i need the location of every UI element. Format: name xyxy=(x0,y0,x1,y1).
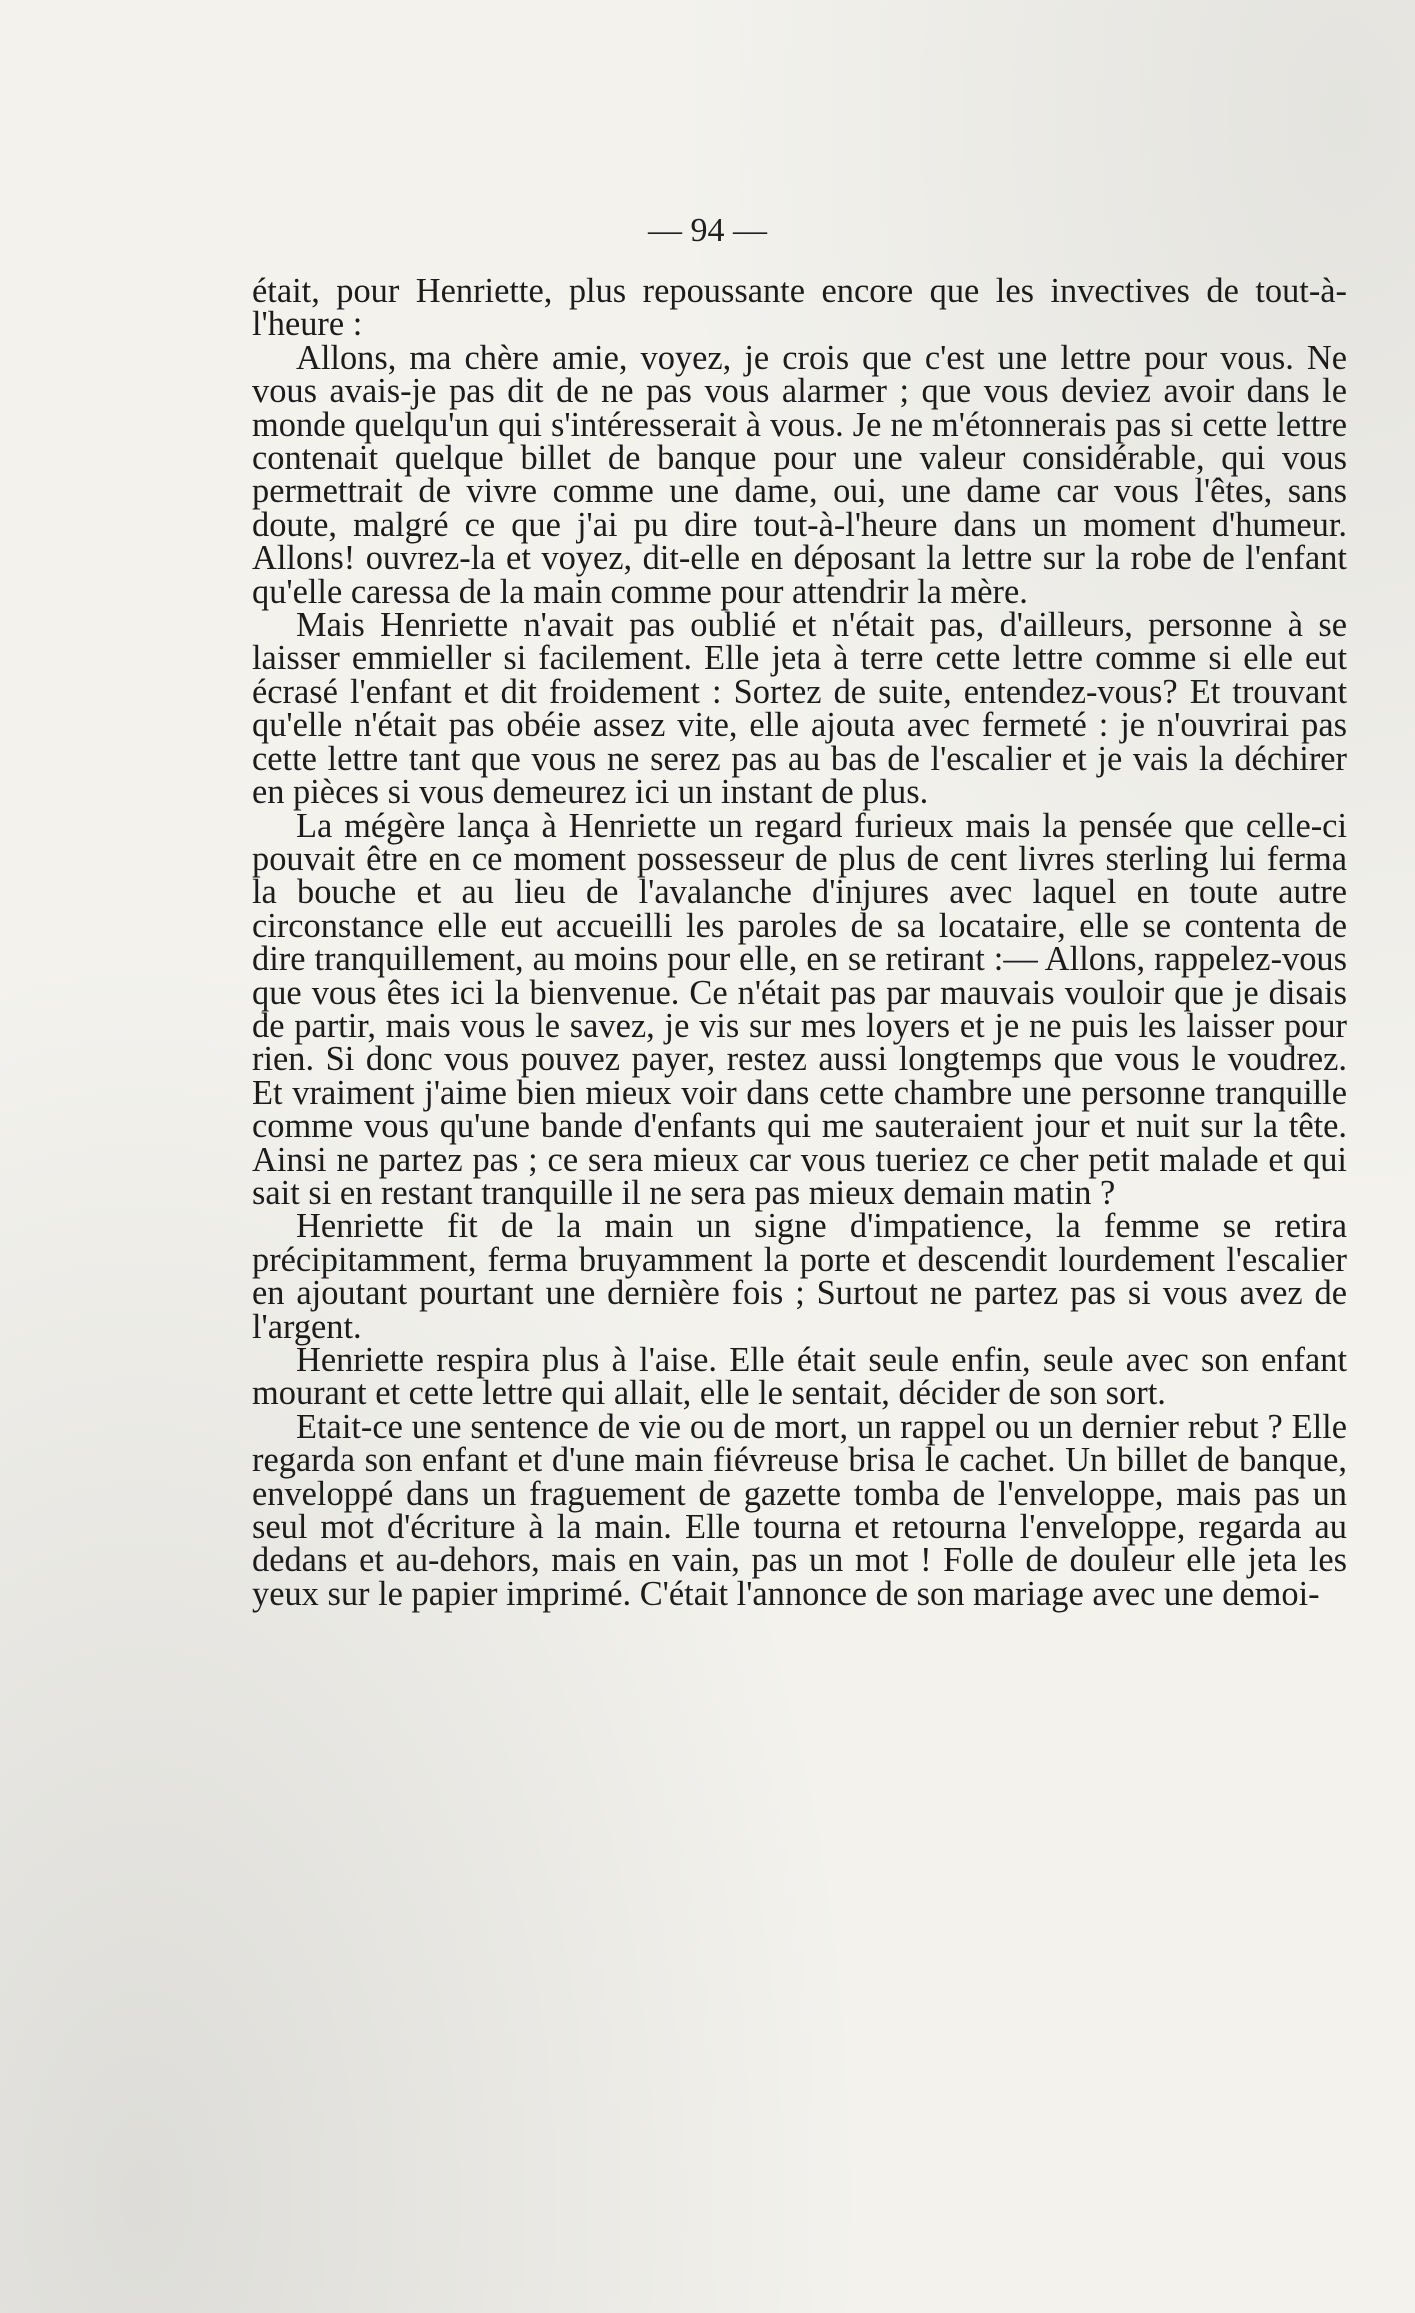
paragraph-continuation: était, pour Henriette, plus repoussante encore que les invectives de tout-à-l'heure : xyxy=(252,272,1347,344)
paragraph: La mégère lança à Henriette un regard furieux mais la pensée que celle-ci pouvait être en ce moment possesseur de plus de cent livres sterling lui ferma la bouche et au lieu de l'avalanche d'injures avec laquel en toute autre circonstance elle eut accueilli les paroles de sa locataire, elle se contenta de dire tranquillement, au moins pour elle, en se retirant :— Allons, rappelez-vous que vous êtes ici la bienvenue. Ce n'était pas par mauvais vouloir que je disais de partir, mais vous le savez, je vis sur mes loyers et je ne puis les laisser pour rien. Si donc vous pouvez payer, restez aussi longtemps que vous le voudrez. Et vraiment j'aime bien mieux voir dans cette chambre une personne tranquille comme vous qu'une bande d'enfants qui me sauteraient jour et nuit sur la tête. Ainsi ne partez pas ; ce sera mieux car vous tueriez ce cher petit malade et qui sait si en restant tranquille il ne sera pas mieux demain matin ? xyxy=(252,806,1347,1212)
paragraph: Henriette fit de la main un signe d'impatience, la femme se retira précipitamment, ferma bruyamment la porte et descendit lourdement l'escalier en ajoutant pourtant une dernière fois ; Surtout ne partez pas si vous avez de l'argent. xyxy=(252,1207,1347,1346)
page-number: — 94 — xyxy=(648,212,767,249)
paragraph: Etait-ce une sentence de vie ou de mort, un rappel ou un dernier rebut ? Elle regarda son enfant et d'une main fiévreuse brisa le cachet. Un billet de banque, enveloppé dans un fraguement de gazette tomba de l'enveloppe, mais pas un seul mot d'écriture à la main. Elle tourna et retourna l'enveloppe, regarda au dedans et au-dehors, mais en vain, pas un mot ! Folle de douleur elle jeta les yeux sur le papier imprimé. C'était l'annonce de son mariage avec une demoi- xyxy=(252,1407,1347,1613)
paragraph: Henriette respira plus à l'aise. Elle était seule enfin, seule avec son enfant mourant et cette lettre qui allait, elle le sentait, décider de son sort. xyxy=(252,1341,1347,1413)
paragraph: Allons, ma chère amie, voyez, je crois que c'est une lettre pour vous. Ne vous avais-je pas dit de ne pas vous alarmer ; que vous deviez avoir dans le monde quelqu'un qui s'intéresserait à vous. Je ne m'étonnerais pas si cette lettre contenait quelque billet de banque pour une valeur considérable, qui vous permettrait de vivre comme une dame, oui, une dame car vous l'êtes, sans doute, malgré ce que j'ai pu dire tout-à-l'heure dans un moment d'humeur. Allons! ouvrez-la et voyez, dit-elle en déposant la lettre sur la robe de l'enfant qu'elle caressa de la main comme pour attendrir la mère. xyxy=(252,338,1347,611)
paragraph: Mais Henriette n'avait pas oublié et n'était pas, d'ailleurs, personne à se laisser emmieller si facilement. Elle jeta à terre cette lettre comme si elle eut écrasé l'enfant et dit froidement : Sortez de suite, entendez-vous? Et trouvant qu'elle n'était pas obéie assez vite, elle ajouta avec fermeté : je n'ouvrirai pas cette lettre tant que vous ne serez pas au bas de l'escalier et je vais la déchirer en pièces si vous demeurez ici un instant de plus. xyxy=(252,606,1347,812)
text-body xyxy=(252,272,1347,1613)
